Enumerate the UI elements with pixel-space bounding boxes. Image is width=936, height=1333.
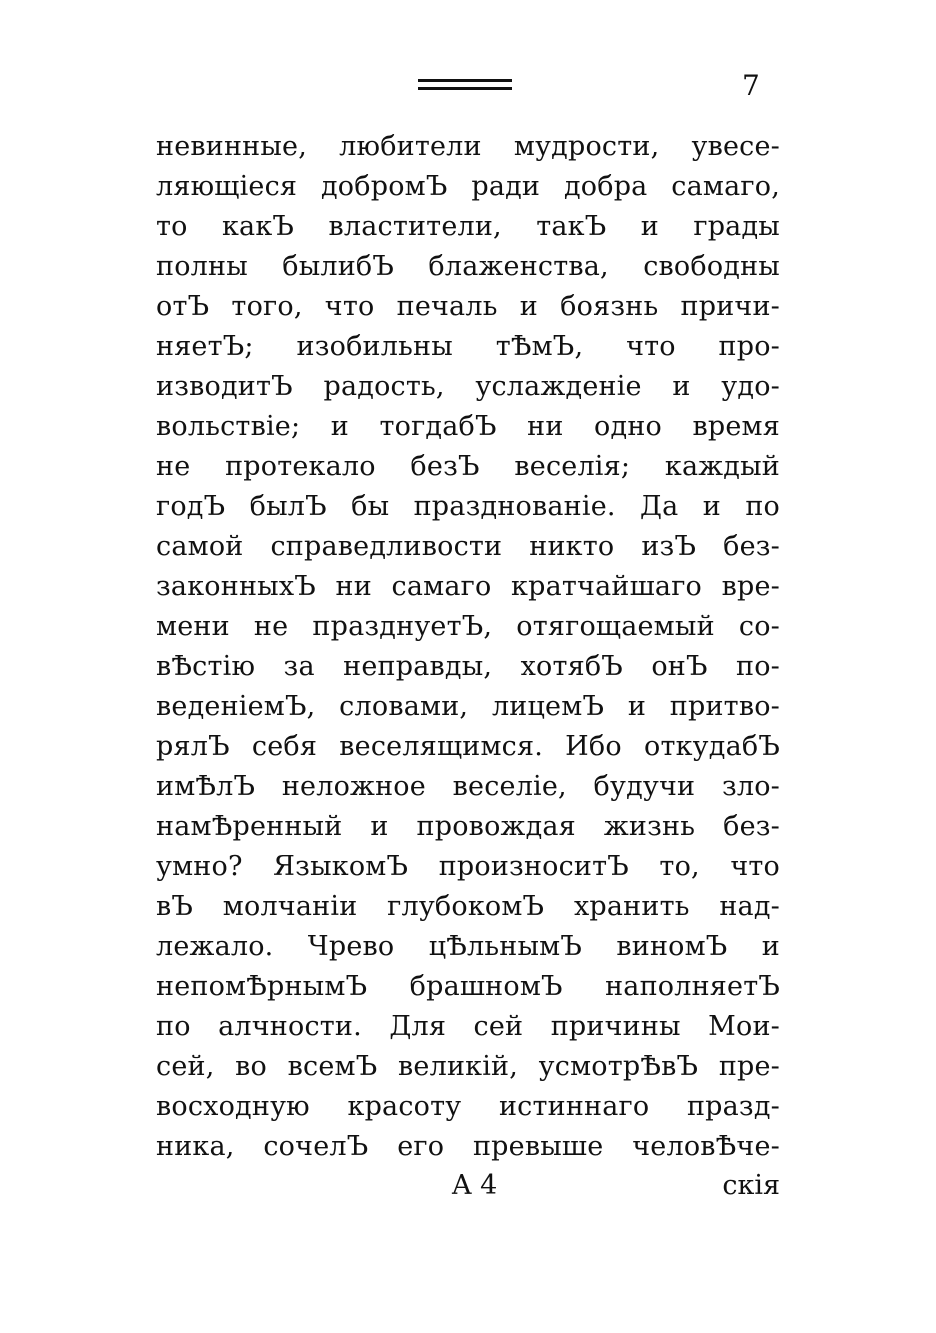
page-footer xyxy=(156,1166,780,1206)
page-number: 7 xyxy=(742,69,760,102)
text-line: мени не празднуетЪ, отягощаемый со- xyxy=(156,611,780,642)
signature-mark: A 4 xyxy=(452,1170,498,1201)
text-line: лежало. Чрево цѢльнымЪ виномЪ и xyxy=(156,931,780,962)
text-line: няетЪ; изобильны тѢмЪ, что про- xyxy=(156,331,780,362)
text-line: законныхЪ ни самаго кратчайшаго вре- xyxy=(156,571,780,602)
text-line: не протекало безЪ веселія; каждый xyxy=(156,451,780,482)
text-line: изводитЪ радость, услажденіе и удо- xyxy=(156,371,780,402)
header-rule-bottom xyxy=(418,87,512,90)
text-line: сей, во всемЪ великій, усмотрѢвЪ пре- xyxy=(156,1051,780,1082)
text-line: то какЪ властители, такЪ и грады xyxy=(156,211,780,242)
text-line: полны былибЪ блаженства, свободны xyxy=(156,251,780,282)
text-line: веденіемЪ, словами, лицемЪ и притво- xyxy=(156,691,780,722)
text-line: вЪ молчаніи глубокомЪ хранить над- xyxy=(156,891,780,922)
text-line: вольствіе; и тогдабЪ ни одно время xyxy=(156,411,780,442)
header-rule-top xyxy=(418,79,512,82)
text-line: отЪ того, что печаль и боязнь причи- xyxy=(156,291,780,322)
text-line: ляющіеся добромЪ ради добра самаго, xyxy=(156,171,780,202)
body-text xyxy=(156,127,780,1167)
catchword: скія xyxy=(722,1170,780,1201)
text-line: намѢренный и провождая жизнь без- xyxy=(156,811,780,842)
text-line: ника, сочелЪ его превыше человѢче- xyxy=(156,1131,780,1162)
text-line: по алчности. Для сей причины Мои- xyxy=(156,1011,780,1042)
text-line: умно? ЯзыкомЪ произноситЪ то, что xyxy=(156,851,780,882)
text-line: невинные, любители мудрости, увесе- xyxy=(156,131,780,162)
text-line: самой справедливости никто изЪ без- xyxy=(156,531,780,562)
text-line: имѢлЪ неложное веселіе, будучи зло- xyxy=(156,771,780,802)
text-line: рялЪ себя веселящимся. Ибо откудабЪ xyxy=(156,731,780,762)
text-line: вѢстію за неправды, хотябЪ онЪ по- xyxy=(156,651,780,682)
text-line: восходную красоту истиннаго празд- xyxy=(156,1091,780,1122)
text-line: годЪ былЪ бы празднованіе. Да и по xyxy=(156,491,780,522)
text-line: непомѢрнымЪ брашномЪ наполняетЪ xyxy=(156,971,780,1002)
